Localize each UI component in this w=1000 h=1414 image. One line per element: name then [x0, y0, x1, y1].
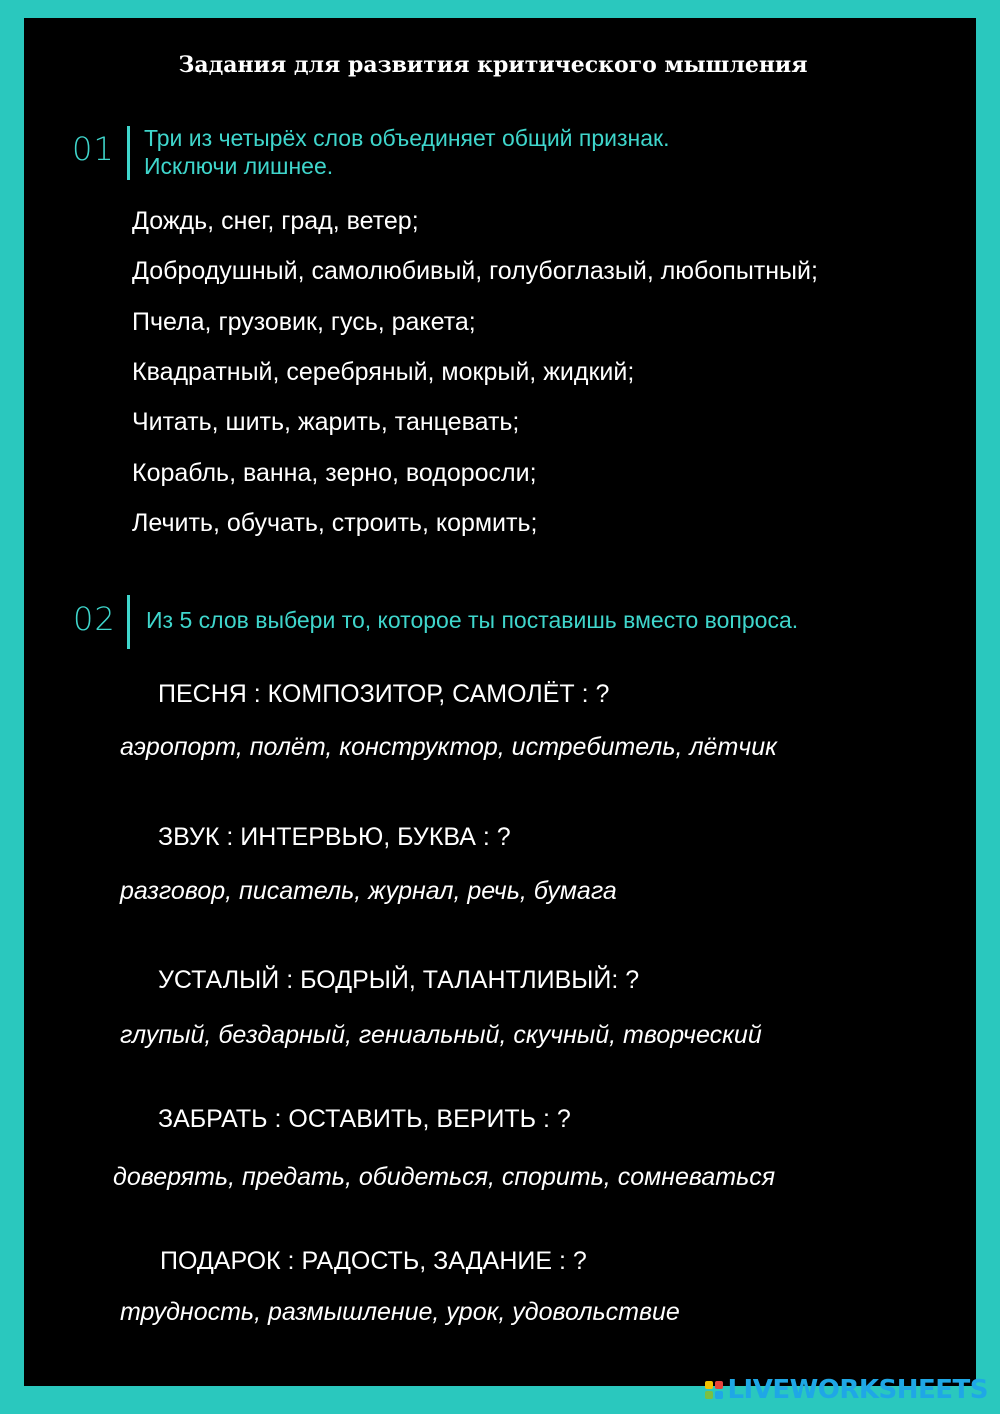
analogy-prompt: ПОДАРОК : РАДОСТЬ, ЗАДАНИЕ : ?: [160, 1247, 587, 1275]
answer-options[interactable]: глупый, бездарный, гениальный, скучный, творческий: [120, 1021, 762, 1049]
watermark-text: LIVEWORKSHEETS: [727, 1375, 988, 1405]
answer-options[interactable]: доверять, предать, обидеться, спорить, сомневаться: [113, 1163, 776, 1191]
word-row[interactable]: Лечить, обучать, строить, кормить;: [132, 509, 538, 537]
task-1-divider: [127, 126, 130, 180]
task-2-instruction: Из 5 слов выбери то, которое ты поставишь вместо вопроса.: [146, 607, 799, 633]
analogy-prompt: УСТАЛЫЙ : БОДРЫЙ, ТАЛАНТЛИВЫЙ: ?: [158, 966, 640, 994]
task-1-instruction-line-1: Три из четырёх слов объединяет общий признак.: [144, 125, 670, 151]
word-row[interactable]: Пчела, грузовик, гусь, ракета;: [132, 308, 476, 336]
task-1-instruction: [144, 124, 670, 180]
analogy-prompt: ЗАБРАТЬ : ОСТАВИТЬ, ВЕРИТЬ : ?: [158, 1105, 571, 1133]
liveworksheets-watermark: [705, 1376, 988, 1404]
answer-options[interactable]: разговор, писатель, журнал, речь, бумага: [120, 877, 617, 905]
word-row[interactable]: Читать, шить, жарить, танцевать;: [132, 408, 520, 436]
word-row[interactable]: Добродушный, самолюбивый, голубоглазый, любопытный;: [132, 257, 818, 285]
task-2-number: 02: [73, 600, 116, 638]
task-2-divider: [127, 595, 130, 649]
page-title: Задания для развития критического мышления: [178, 52, 808, 78]
word-row[interactable]: Корабль, ванна, зерно, водоросли;: [132, 459, 537, 487]
analogy-prompt: ЗВУК : ИНТЕРВЬЮ, БУКВА : ?: [158, 823, 511, 851]
word-row[interactable]: Дождь, снег, град, ветер;: [132, 207, 419, 235]
liveworksheets-logo-icon: [705, 1381, 723, 1399]
answer-options[interactable]: аэропорт, полёт, конструктор, истребитель, лётчик: [120, 733, 777, 761]
task-1-number: 01: [72, 130, 115, 168]
word-row[interactable]: Квадратный, серебряный, мокрый, жидкий;: [132, 358, 635, 386]
analogy-prompt: ПЕСНЯ : КОМПОЗИТОР, САМОЛЁТ : ?: [158, 680, 610, 708]
task-1-instruction-line-2: Исключи лишнее.: [144, 153, 334, 179]
answer-options[interactable]: трудность, размышление, урок, удовольствие: [120, 1298, 680, 1326]
